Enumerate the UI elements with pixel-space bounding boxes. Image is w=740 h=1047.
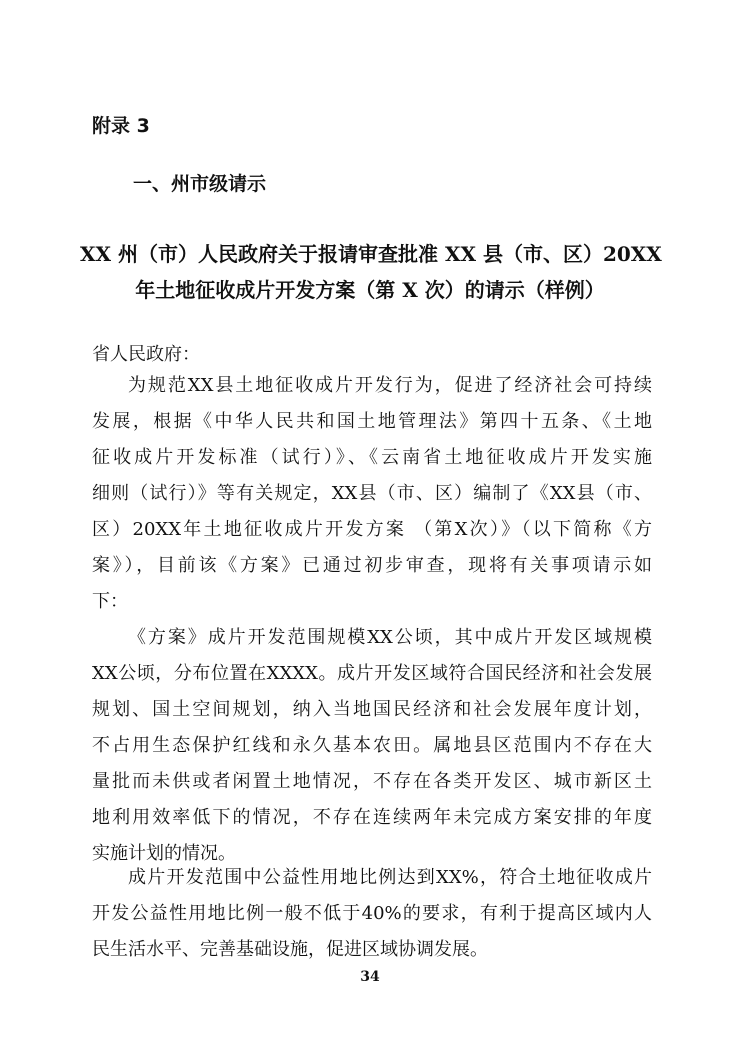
paragraph-line: 下： xyxy=(92,591,128,612)
paragraph-line: 量批而未供或者闲置土地情况，不存在各类开发区、城市新区土 xyxy=(92,771,652,792)
paragraph-line: 实施计划的情况。 xyxy=(92,843,236,864)
paragraph-line: 细则（试行）》等有关规定，XX县（市、区）编制了《XX县（市、 xyxy=(92,483,652,504)
page-number: 34 xyxy=(360,969,380,985)
paragraph-line: 《方案》成片开发范围规模XX公顷，其中成片开发区域规模 xyxy=(128,627,652,648)
paragraph-line: 区）20XX年土地征收成片开发方案 （第X次）》（以下简称《方 xyxy=(92,519,652,540)
paragraph-line: 为规范XX县土地征收成片开发行为，促进了经济社会可持续 xyxy=(128,375,652,396)
title-line-2: 年土地征收成片开发方案（第 X 次）的请示（样例） xyxy=(135,278,605,302)
paragraph-line: 成片开发范围中公益性用地比例达到XX%，符合土地征收成片 xyxy=(128,867,652,888)
paragraph-line: 开发公益性用地比例一般不低于40%的要求，有利于提高区域内人 xyxy=(92,903,652,924)
section-heading: 一、州市级请示 xyxy=(133,173,267,195)
paragraph-line: 征收成片开发标准（试行）》、《云南省土地征收成片开发实施 xyxy=(92,447,652,468)
paragraph-3 xyxy=(92,860,652,968)
paragraph-2 xyxy=(92,620,652,872)
appendix-label: 附录 3 xyxy=(92,115,150,137)
paragraph-line: 地利用效率低下的情况，不存在连续两年未完成方案安排的年度 xyxy=(92,807,652,828)
paragraph-line: 发展，根据《中华人民共和国土地管理法》第四十五条、《土地 xyxy=(92,411,652,432)
paragraph-line: 案》），目前该《方案》已通过初步审查，现将有关事项请示如 xyxy=(92,555,652,576)
paragraph-line: XX公顷，分布位置在XXXX。成片开发区域符合国民经济和社会发展 xyxy=(92,663,652,684)
paragraph-line: 不占用生态保护红线和永久基本农田。属地县区范围内不存在大 xyxy=(92,735,652,756)
salutation: 省人民政府： xyxy=(92,344,200,365)
title-line-1: XX 州（市）人民政府关于报请审查批准 XX 县（市、区）20XX xyxy=(80,242,662,266)
paragraph-1 xyxy=(92,368,652,620)
document-title xyxy=(80,236,660,308)
paragraph-line: 规划、国土空间规划，纳入当地国民经济和社会发展年度计划， xyxy=(92,699,652,720)
paragraph-line: 民生活水平、完善基础设施，促进区域协调发展。 xyxy=(92,939,488,960)
